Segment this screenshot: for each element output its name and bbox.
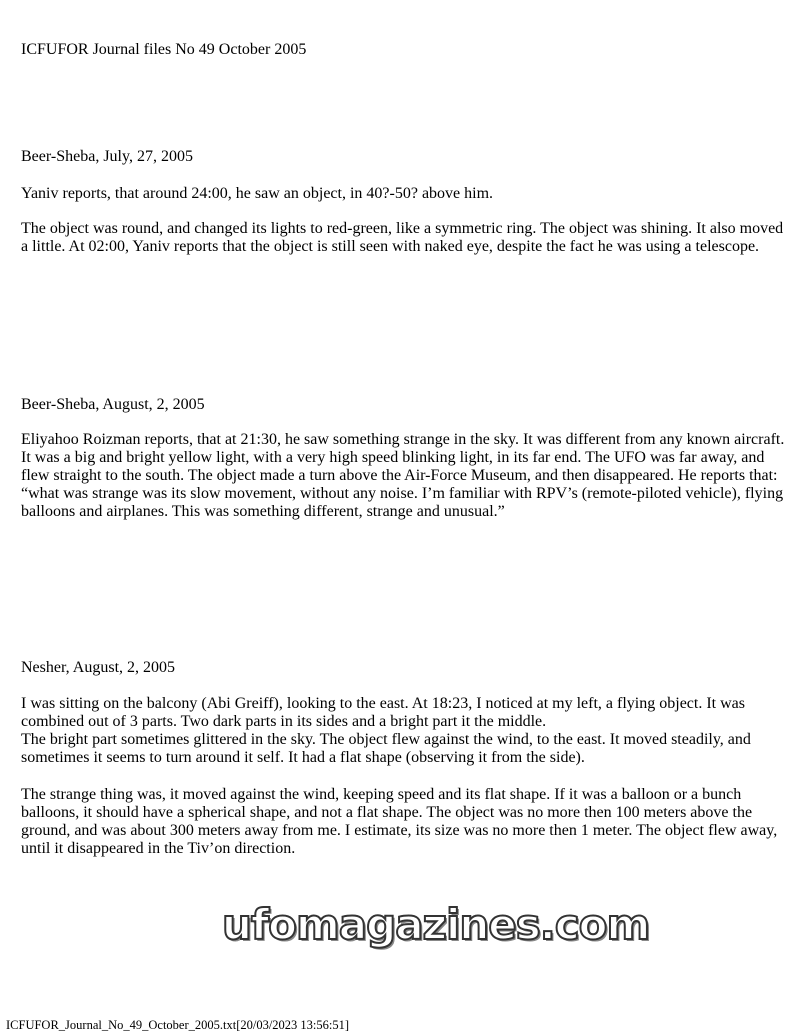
entry-paragraph [21,185,493,203]
text-line: until it disappeared in the Tiv’on direction. [21,840,296,857]
text-line: combined out of 3 parts. Two dark parts in its sides and a bright part it the middle. [21,713,547,730]
text-line: balloons, it should have a spherical shape, and not a flat shape. The object was no more then 100 meters above the [21,804,753,821]
text-line: The bright part sometimes glittered in the sky. The object flew against the wind, to the east. It moved steadily, and [21,731,751,748]
page-footer: ICFUFOR_Journal_No_49_October_2005.txt[20/03/2023 13:56:51] [6,1018,350,1032]
document-title: ICFUFOR Journal files No 49 October 2005 [21,41,307,58]
text-line: balloons and airplanes. This was something different, strange and unusual.” [21,503,505,520]
entry-paragraph [21,786,777,858]
text-line: The object was round, and changed its lights to red-green, like a symmetric ring. The object was shining. It also moved [21,220,784,237]
text-line: sometimes it seems to turn around it self. It had a flat shape (observing it from the side). [21,749,585,766]
text-line: The strange thing was, it moved against the wind, keeping speed and its flat shape. If it was a balloon or a bunch [21,786,742,803]
text-line: “what was strange was its slow movement, without any noise. I’m familiar with RPV’s (remote-piloted vehicle), flying [21,485,784,502]
entry-heading: Beer-Sheba, July, 27, 2005 [21,148,193,165]
entry-heading: Beer-Sheba, August, 2, 2005 [21,396,205,413]
text-line: It was a big and bright yellow light, with a very high speed blinking light, in its far end. The UFO was far away, and [21,449,765,466]
watermark: ufomagazines.com [222,900,650,949]
entry-heading: Nesher, August, 2, 2005 [21,659,176,676]
text-line: I was sitting on the balcony (Abi Greiff), looking to the east. At 18:23, I noticed at my left, a flying object. It was [21,695,745,712]
text-line: flew straight to the south. The object made a turn above the Air-Force Museum, and then disappeared. He reports that: [21,467,778,484]
text-line: ground, and was about 300 meters away from me. I estimate, its size was no more then 1 meter. The object flew away, [21,822,778,839]
entry-paragraph [21,695,751,767]
entry-paragraph [21,220,783,256]
text-line: a little. At 02:00, Yaniv reports that the object is still seen with naked eye, despite the fact he was using a telescope. [21,238,760,255]
text-line: Eliyahoo Roizman reports, that at 21:30, he saw something strange in the sky. It was different from any known aircraft. [21,431,785,448]
entry-paragraph [21,431,784,521]
text-line: Yaniv reports, that around 24:00, he saw an object, in 40?-50? above him. [21,185,494,202]
